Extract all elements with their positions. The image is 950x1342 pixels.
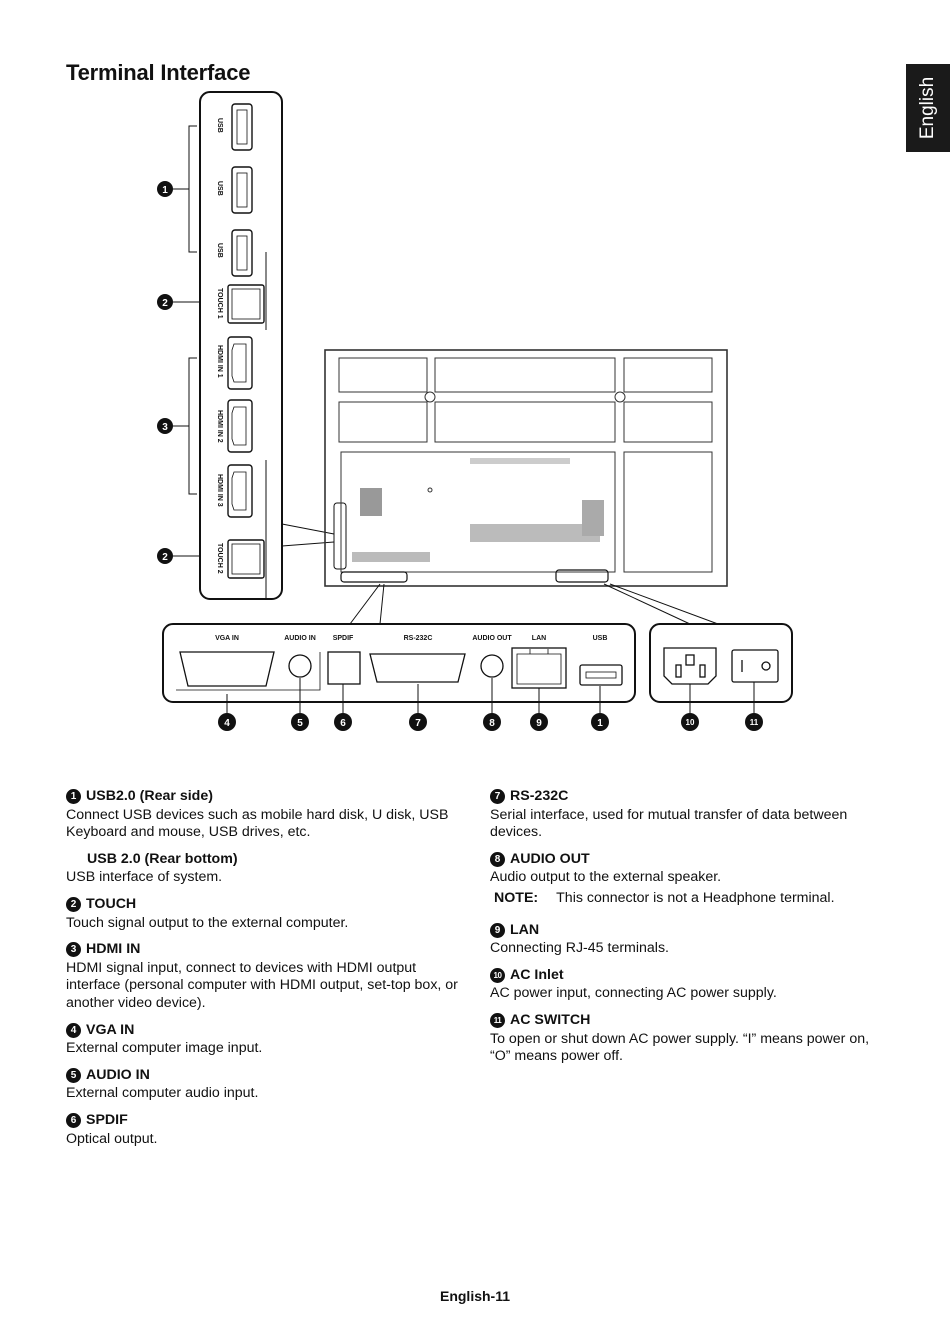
vga-port <box>180 652 274 686</box>
number-badge: 8 <box>490 852 505 867</box>
side-label: HDMI IN 3 <box>216 474 223 507</box>
ac-inlet <box>664 648 716 684</box>
port-label: AUDIO OUT <box>472 635 512 642</box>
item-usb-rear-side <box>66 788 461 842</box>
item-title: USB2.0 (Rear side) <box>86 788 213 804</box>
item-title: RS-232C <box>510 788 569 804</box>
side-label: USB <box>216 118 223 133</box>
item-description: Serial interface, used for mutual transfer of data between devices. <box>490 806 848 841</box>
callout-number: 8 <box>489 718 495 729</box>
number-badge: 11 <box>490 1013 505 1028</box>
port-label: RS-232C <box>403 635 433 642</box>
callout-number: 7 <box>415 718 421 729</box>
callout-number: 3 <box>162 422 168 433</box>
monitor-rear <box>325 350 727 586</box>
rs232c-port <box>370 654 465 682</box>
item-audio-in <box>66 1067 461 1103</box>
item-ac-inlet <box>490 967 890 1003</box>
audio-out-port <box>481 655 503 677</box>
item-title: AUDIO OUT <box>510 850 590 867</box>
port-label: VGA IN <box>215 635 239 642</box>
side-label: TOUCH 1 <box>216 288 223 319</box>
ac-switch <box>732 650 778 682</box>
note <box>490 890 890 908</box>
touch-port <box>228 285 264 323</box>
usb-port <box>232 167 252 213</box>
item-touch <box>66 896 461 932</box>
item-title: VGA IN <box>86 1021 135 1038</box>
side-label: USB <box>216 181 223 196</box>
item-vga-in <box>66 1022 461 1058</box>
item-audio-out <box>490 851 890 887</box>
item-rs232c <box>490 788 890 842</box>
side-label: HDMI IN 2 <box>216 410 223 443</box>
usb-port <box>232 104 252 150</box>
spdif-port <box>328 652 360 684</box>
right-column <box>490 788 890 1075</box>
item-title: AC SWITCH <box>510 1011 591 1028</box>
number-badge: 6 <box>66 1113 81 1128</box>
note-text: This connector is not a Headphone terminal. <box>556 889 835 906</box>
item-lan <box>490 922 890 958</box>
terminal-diagram <box>0 80 950 740</box>
item-description: Connect USB devices such as mobile hard disk, U disk, USB Keyboard and mouse, USB drives, etc. <box>66 806 449 841</box>
callout-number: 11 <box>749 718 759 727</box>
callout-number: 10 <box>685 718 695 727</box>
callout-number: 5 <box>297 718 303 729</box>
audio-in-port <box>289 655 311 677</box>
port-label: SPDIF <box>332 635 354 642</box>
item-ac-switch <box>490 1012 890 1066</box>
item-description: Connecting RJ-45 terminals. <box>490 940 669 957</box>
left-column <box>66 788 461 1157</box>
callout-number: 1 <box>597 718 603 729</box>
item-description: Optical output. <box>66 1130 158 1147</box>
item-description: HDMI signal input, connect to devices with HDMI output interface (personal computer with HDMI output, set-top box, or another video device). <box>66 959 458 1011</box>
item-description: USB interface of system. <box>66 869 223 886</box>
item-title: AC Inlet <box>510 966 564 983</box>
item-title: SPDIF <box>86 1111 128 1128</box>
number-badge: 2 <box>66 897 81 912</box>
item-description: External computer image input. <box>66 1040 263 1057</box>
number-badge: 3 <box>66 942 81 957</box>
item-hdmi-in <box>66 941 461 1012</box>
number-badge: 9 <box>490 923 505 938</box>
number-badge: 4 <box>66 1023 81 1038</box>
number-badge: 1 <box>66 789 81 804</box>
port-label: LAN <box>531 635 547 642</box>
item-spdif <box>66 1112 461 1148</box>
item-title: AUDIO IN <box>86 1066 150 1083</box>
page-footer: English-11 <box>439 1288 511 1304</box>
item-description: AC power input, connecting AC power supply. <box>490 985 777 1002</box>
item-usb-rear-bottom <box>66 851 461 887</box>
item-title: LAN <box>510 921 540 938</box>
item-description: Audio output to the external speaker. <box>490 869 722 886</box>
side-label: USB <box>216 243 223 258</box>
item-title: HDMI IN <box>86 941 141 958</box>
side-label: TOUCH 2 <box>216 543 223 574</box>
item-description: External computer audio input. <box>66 1085 259 1102</box>
number-badge: 7 <box>490 789 505 804</box>
callout-number: 2 <box>162 552 168 563</box>
monitor-vent-patterns <box>352 458 604 562</box>
callout-number: 9 <box>536 718 542 729</box>
side-label: HDMI IN 1 <box>216 345 223 378</box>
callout-number: 4 <box>224 718 230 729</box>
item-title: TOUCH <box>86 895 137 912</box>
number-badge: 5 <box>66 1068 81 1083</box>
callout-number: 1 <box>162 185 168 196</box>
item-description: Touch signal output to the external computer. <box>66 914 349 931</box>
callout-number: 2 <box>162 298 168 309</box>
item-description: To open or shut down AC power supply. “I” means power on, “O” means power off. <box>490 1030 870 1065</box>
port-label: AUDIO IN <box>284 635 316 642</box>
number-badge: 10 <box>490 968 505 983</box>
callout-number: 6 <box>340 718 346 729</box>
page-title: Terminal Interface <box>66 60 251 85</box>
side-connectors <box>228 104 264 578</box>
port-label: USB <box>592 635 608 642</box>
note-label: NOTE: <box>494 889 539 906</box>
item-title: USB 2.0 (Rear bottom) <box>87 850 238 867</box>
language-tab[interactable]: English <box>906 64 950 152</box>
touch-port <box>228 540 264 578</box>
usb-port <box>232 230 252 276</box>
